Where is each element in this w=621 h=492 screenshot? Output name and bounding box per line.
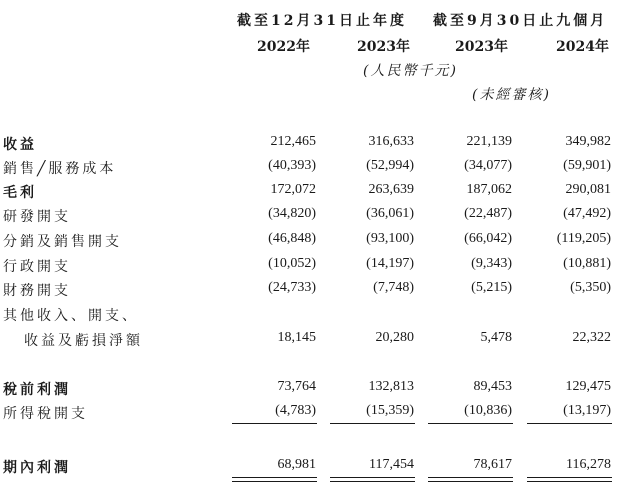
cell-tax-9m2024: (13,197): [563, 403, 611, 418]
row-label-pbt: 稅前利潤: [3, 382, 71, 398]
cell-cost-9m2023: (34,077): [464, 158, 512, 173]
cell-admin-2022: (10,052): [268, 256, 316, 271]
cell-tax-2023: (15,359): [366, 403, 414, 418]
year-header-2: 2023年: [357, 39, 410, 55]
cell-revenue-9m2023: 221,139: [466, 134, 512, 149]
cell-dist-2023: (93,100): [366, 231, 414, 246]
total-rule-2a: [330, 477, 415, 478]
audit-note: (未經審核): [472, 87, 551, 103]
cell-revenue-9m2024: 349,982: [565, 134, 611, 149]
cell-revenue-2022: 212,465: [270, 134, 316, 149]
cell-rnd-9m2024: (47,492): [563, 206, 611, 221]
year-header-4: 2024年: [556, 39, 609, 55]
cell-other-9m2023: 5,478: [480, 330, 512, 345]
cell-fin-2023: (7,748): [373, 280, 414, 295]
cell-profit-9m2024: 116,278: [566, 457, 611, 472]
total-rule-3b: [428, 481, 513, 482]
cell-tax-2022: (4,783): [275, 403, 316, 418]
cell-profit-2023: 117,454: [369, 457, 414, 472]
cell-fin-2022: (24,733): [268, 280, 316, 295]
row-label-cost-of-sales: 銷售╱服務成本: [3, 161, 117, 177]
cell-gross-9m2023: 187,062: [466, 182, 512, 197]
period-header-annual: 截至12月31日止年度: [237, 13, 407, 29]
cell-rnd-2022: (34,820): [268, 206, 316, 221]
cell-gross-9m2024: 290,081: [565, 182, 611, 197]
cell-cost-2022: (40,393): [268, 158, 316, 173]
cell-gross-2023: 263,639: [368, 182, 414, 197]
cell-other-9m2024: 22,322: [572, 330, 611, 345]
currency-note: (人民幣千元): [363, 63, 458, 79]
year-header-1: 2022年: [257, 39, 310, 55]
cell-pbt-9m2023: 89,453: [473, 379, 512, 394]
row-label-tax: 所得稅開支: [3, 406, 88, 422]
row-label-gross-profit: 毛利: [3, 185, 37, 201]
cell-admin-9m2023: (9,343): [471, 256, 512, 271]
cell-pbt-9m2024: 129,475: [565, 379, 611, 394]
period-header-nine-months: 截至9月30日止九個月: [433, 13, 608, 29]
row-label-other-line2: 收益及虧損淨額: [24, 333, 143, 349]
cell-profit-2022: 68,981: [277, 457, 316, 472]
cell-dist-9m2024: (119,205): [556, 231, 611, 246]
total-rule-2b: [330, 481, 415, 482]
cell-pbt-2022: 73,764: [277, 379, 316, 394]
cell-admin-2023: (14,197): [366, 256, 414, 271]
row-label-rnd: 研發開支: [3, 209, 71, 225]
cell-other-2022: 18,145: [277, 330, 316, 345]
cell-revenue-2023: 316,633: [368, 134, 414, 149]
subtotal-rule-4: [527, 423, 612, 424]
total-rule-3a: [428, 477, 513, 478]
total-rule-4a: [527, 477, 612, 478]
cell-tax-9m2023: (10,836): [464, 403, 512, 418]
cell-dist-9m2023: (66,042): [464, 231, 512, 246]
subtotal-rule-3: [428, 423, 513, 424]
row-label-distribution: 分銷及銷售開支: [3, 234, 122, 250]
row-label-revenue: 收益: [3, 137, 37, 153]
subtotal-rule-2: [330, 423, 415, 424]
total-rule-1b: [232, 481, 317, 482]
cell-fin-9m2023: (5,215): [471, 280, 512, 295]
cell-rnd-2023: (36,061): [366, 206, 414, 221]
cell-cost-9m2024: (59,901): [563, 158, 611, 173]
cell-fin-9m2024: (5,350): [570, 280, 611, 295]
total-rule-1a: [232, 477, 317, 478]
cell-profit-9m2023: 78,617: [473, 457, 512, 472]
cell-cost-2023: (52,994): [366, 158, 414, 173]
row-label-finance: 財務開支: [3, 283, 71, 299]
cell-other-2023: 20,280: [375, 330, 414, 345]
subtotal-rule-1: [232, 423, 317, 424]
row-label-other-line1: 其他收入、開支、: [3, 308, 139, 324]
cell-pbt-2023: 132,813: [368, 379, 414, 394]
cell-gross-2022: 172,072: [270, 182, 316, 197]
total-rule-4b: [527, 481, 612, 482]
row-label-profit-for-period: 期內利潤: [3, 460, 71, 476]
cell-admin-9m2024: (10,881): [563, 256, 611, 271]
row-label-admin: 行政開支: [3, 259, 71, 275]
cell-rnd-9m2023: (22,487): [464, 206, 512, 221]
year-header-3: 2023年: [455, 39, 508, 55]
cell-dist-2022: (46,848): [268, 231, 316, 246]
